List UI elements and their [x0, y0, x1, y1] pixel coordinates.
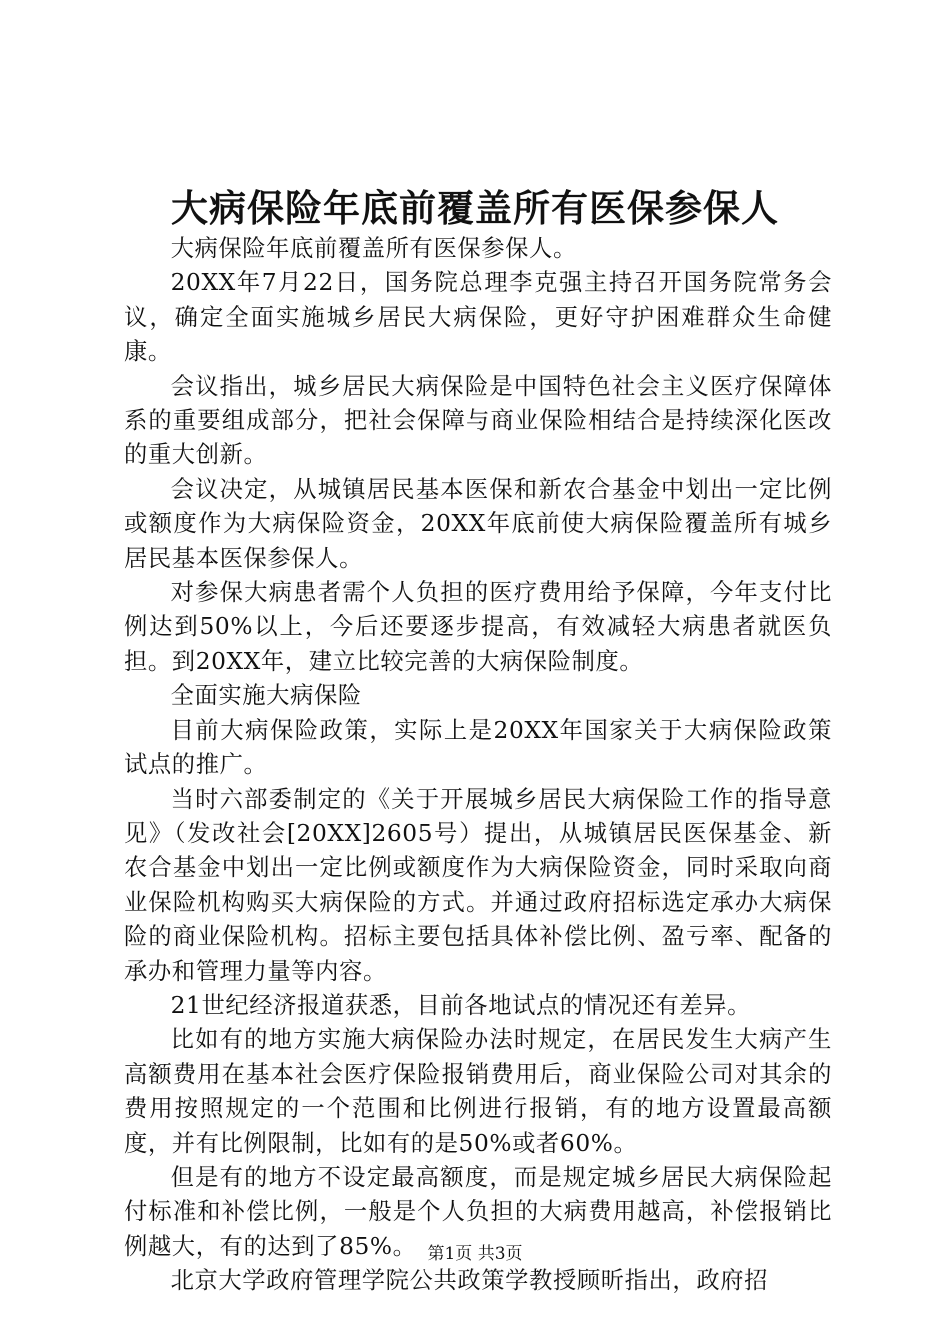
paragraph: 北京大学政府管理学院公共政策学教授顾昕指出，政府招 [170, 1267, 769, 1295]
paragraph: 20XX年7月22日，国务院总理李克强主持召开国务院常务会议，确定全面实施城乡居民大病保险，更好守护困难群众生命健康。 [124, 269, 832, 366]
page-number-footer: 第1页 共3页 [427, 1244, 523, 1264]
paragraph: 会议决定，从城镇居民基本医保和新农合基金中划出一定比例或额度作为大病保险资金，20XX年底前使大病保险覆盖所有城乡居民基本医保参保人。 [124, 475, 832, 572]
paragraph: 当时六部委制定的《关于开展城乡居民大病保险工作的指导意见》（发改社会[20XX]2605号）提出，从城镇居民医保基金、新农合基金中划出一定比例或额度作为大病保险资金，同时采取向商业保险机构购买大病保险的方式。并通过政府招标选定承办大病保险的商业保险机构。招标主要包括具体补偿比例、盈亏率、配备的承办和管理力量等内容。 [124, 785, 832, 985]
paragraph: 对参保大病患者需个人负担的医疗费用给予保障，今年支付比例达到50%以上，今后还要逐步提高，有效减轻大病患者就医负担。到20XX年，建立比较完善的大病保险制度。 [124, 579, 832, 675]
paragraph: 会议指出，城乡居民大病保险是中国特色社会主义医疗保障体系的重要组成部分，把社会保障与商业保险相结合是持续深化医改的重大创新。 [124, 372, 832, 469]
paragraph: 但是有的地方不设定最高额度，而是规定城乡居民大病保险起付标准和补偿比例，一般是个人负担的大病费用越高，补偿报销比例越大，有的达到了85%。 [124, 1163, 832, 1260]
paragraph: 比如有的地方实施大病保险办法时规定，在居民发生大病产生高额费用在基本社会医疗保险报销费用后，商业保险公司对其余的费用按照规定的一个范围和比例进行报销，有的地方设置最高额度，并有比例限制，比如有的是50%或者60%。 [124, 1026, 832, 1157]
paragraph: 大病保险年底前覆盖所有医保参保人。 [170, 235, 577, 262]
document-title: 大病保险年底前覆盖所有医保参保人 [171, 186, 779, 230]
paragraph: 目前大病保险政策，实际上是20XX年国家关于大病保险政策试点的推广。 [124, 716, 832, 779]
paragraph: 21世纪经济报道获悉，目前各地试点的情况还有差异。 [170, 991, 752, 1019]
section-heading: 全面实施大病保险 [170, 682, 362, 710]
document-body [124, 232, 832, 1299]
